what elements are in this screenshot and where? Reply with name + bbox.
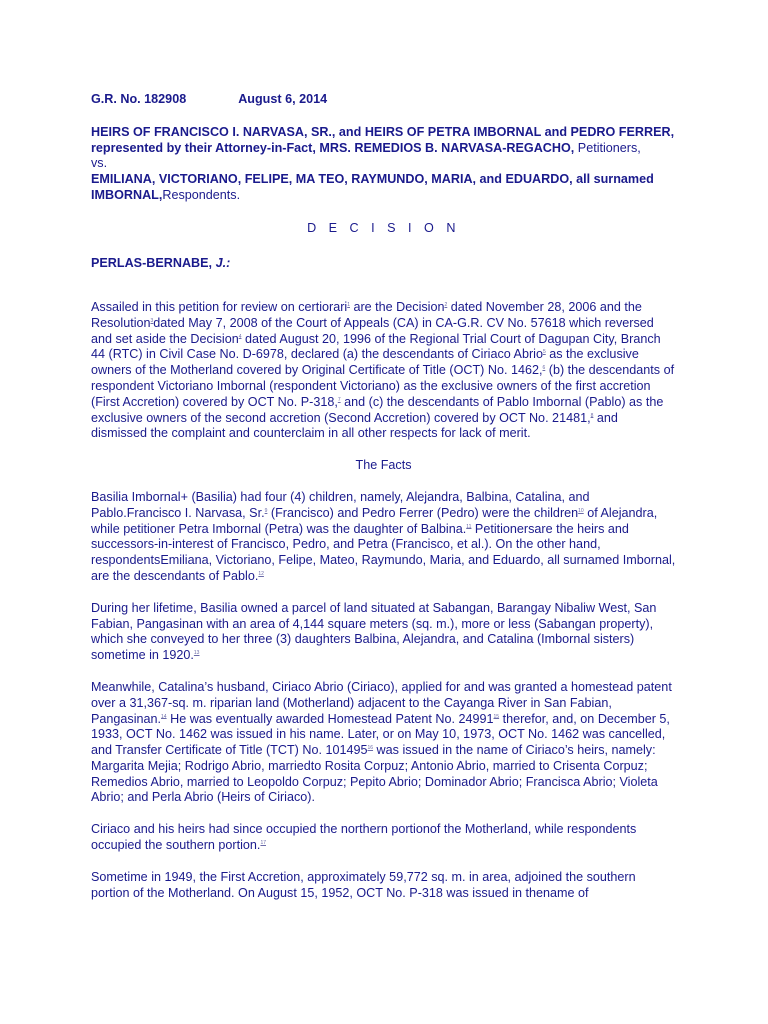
case-header xyxy=(91,92,676,108)
footnote-link[interactable]: 5 xyxy=(542,349,546,356)
footnote-link[interactable]: 11 xyxy=(466,523,472,530)
footnote-link[interactable]: 17 xyxy=(260,839,266,846)
decision-title: D E C I S I O N xyxy=(307,220,460,235)
paragraph-1: Assailed in this petition for review on certiorari$^1$ are the Decision$^2$ dated November 28, 2006 and the Resolution$^3$dated May 7, 2008 of the Court of Appeals (CA) in CA-G.R. CV No. 57618 which reversed and set aside the Decision$^4$ dated August 20, 1996 of the Regional Trial Court of Dagupan City, Branch 44 (RTC) in Civil Case No. D-6978, declared (a) the descendants of Ciriaco Abrio$^5$ as the exclusive owners of the Motherland covered by Original Certificate of Title (OCT) No. 1462,$^6$ (b) the descendants of respondent Victoriano Imbornal (respondent Victoriano) as the exclusive owners of the first accretion (First Accretion) covered by OCT No. P-318,$^7$ and (c) the descendants of Pablo Imbornal (Pablo) as the exclusive owners of the second accretion (Second Accretion) covered by OCT No. 21481,$^8$ and dismissed the complaint and counterclaim in all other respects for lack of merit. xyxy=(91,299,675,441)
petitioners: HEIRS OF FRANCISCO I. NARVASA, SR., and HEIRS OF PETRA IMBORNAL and PEDRO FERRER, represented by their Attorney-in-Fact, MRS. REMEDIOS B. NARVASA-REGACHO, Petitioners, xyxy=(91,124,675,155)
footnote-link[interactable]: 15 xyxy=(493,713,500,720)
footnote-link[interactable]: 1 xyxy=(347,301,350,308)
paragraph-5: Ciriaco and his heirs had since occupied the northern portionof the Motherland, while respondents occupied the southern portion.$^{17}$ xyxy=(91,822,637,853)
footnote-link[interactable]: 2 xyxy=(444,301,448,308)
parties-block xyxy=(91,125,676,204)
footnote-link[interactable]: 14 xyxy=(161,713,167,720)
footnote-link[interactable]: 4 xyxy=(238,333,242,340)
paragraph-6: Sometime in 1949, the First Accretion, approximately 59,772 sq. m. in area, adjoined the southern portion of the Motherland. On August 15, 1952, OCT No. P-318 was issued in thename of xyxy=(91,869,636,900)
gr-number: G.R. No. 182908 xyxy=(91,92,187,106)
respondents: EMILIANA, VICTORIANO, FELIPE, MA TEO, RAYMUNDO, MARIA, and EDUARDO, all surnamed IMBORNAL,Respondents. xyxy=(91,172,654,202)
footnote-link[interactable]: 16 xyxy=(367,744,374,751)
footnote-link[interactable]: 13 xyxy=(193,649,200,656)
footnote-link[interactable]: 9 xyxy=(264,507,268,514)
footnote-link[interactable]: 8 xyxy=(590,412,594,419)
paragraph-3: During her lifetime, Basilia owned a parcel of land situated at Sabangan, Barangay Nibaliw West, San Fabian, Pangasinan with an area of 4,144 square meters (sq. m.), more or less (Sabangan property), which she conveyed to her three (3) daughters Balbina, Alejandra, and Catalina (Imbornal sisters) sometime in 1920.13 xyxy=(91,600,657,663)
footnote-link[interactable]: 12 xyxy=(258,570,264,577)
footnote-link[interactable]: 6 xyxy=(542,364,546,371)
footnote-link[interactable]: 10 xyxy=(578,507,584,514)
facts-heading: The Facts xyxy=(355,458,412,473)
ponente: PERLAS-BERNABE, J.: xyxy=(91,255,231,270)
decision-date: August 6, 2014 xyxy=(238,92,328,106)
decision-document xyxy=(91,92,676,901)
paragraph-2: Basilia Imbornal+ (Basilia) had four (4) children, namely, Alejandra, Balbina, Catalina, and Pablo.Francisco I. Narvasa, Sr.$^9$ (Francisco) and Pedro Ferrer (Pedro) were the children$^{10}$ of Alejandra, while petitioner Petra Imbornal (Petra) was the daughter of Balbina.$^{11}$ Petitionersare the heirs and successors-in-interest of Francisco, Pedro, and Petra (Francisco, et al.). On the other hand, respondentsEmiliana, Victoriano, Felipe, Mateo, Raymundo, Maria, and Eduardo, all surnamed Imbornal, are the descendants of Pablo.$^{12}$ xyxy=(91,489,676,583)
footnote-link[interactable]: 3 xyxy=(150,317,154,324)
paragraph-4: Meanwhile, Catalina’s husband, Ciriaco Abrio (Ciriaco), applied for and was granted a homestead patent over a 31,367-sq. m. riparian land (Motherland) adjacent to the Cayanga River in San Fabian, Pangasinan.$^{14}$ He was eventually awarded Homestead Patent No. 24991$^{15}$ therefor, and, on December 5, 1933, OCT No. 1462 was issued in his name. Later, or on May 10, 1973, OCT No. 1462 was cancelled, and Transfer Certificate of Title (TCT) No. 101495$^{16}$ was issued in the name of Ciriaco’s heirs, namely: Margarita Mejia; Rodrigo Abrio, marriedto Rosita Corpuz; Antonio Abrio, married to Crisenta Corpuz; Remedios Abrio, married to Leopoldo Corpuz; Pepito Abrio; Dominador Abrio; Francisca Abrio; Violeta Abrio; and Perla Abrio (Heirs of Ciriaco). xyxy=(91,679,672,805)
versus: vs. xyxy=(91,156,108,171)
footnote-link[interactable]: 7 xyxy=(337,396,341,403)
